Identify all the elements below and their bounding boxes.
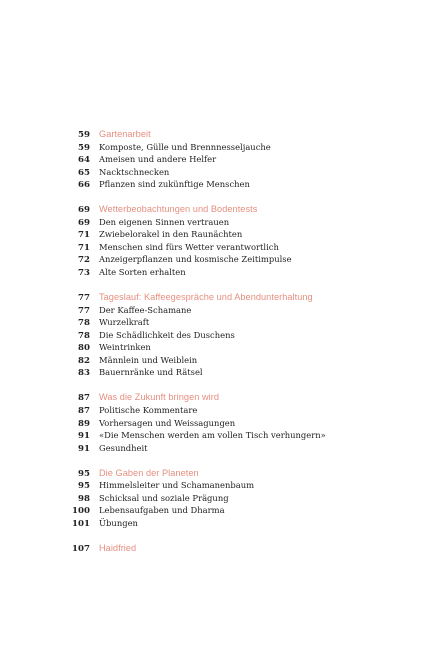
- entry-title: Alte Sorten erhalten: [99, 267, 186, 278]
- page-number: 59: [78, 130, 90, 140]
- entry-title: Wurzelkraft: [99, 317, 150, 328]
- page-number: 91: [78, 443, 90, 454]
- entry-title: Himmelsleiter und Schamanenbaum: [99, 480, 255, 491]
- page-number: 89: [78, 418, 90, 429]
- section-spacer: [60, 379, 420, 392]
- section-title: Gartenarbeit: [99, 129, 151, 139]
- page-number: 69: [78, 217, 90, 228]
- entry-title: Ameisen und andere Helfer: [99, 154, 217, 165]
- section-title: Haidfried: [99, 543, 137, 554]
- entry-title: Nacktschnecken: [99, 166, 170, 177]
- page-number: 71: [78, 230, 90, 241]
- toc-entry: [60, 316, 420, 329]
- section-spacer: [60, 454, 420, 467]
- toc-entry: [60, 442, 420, 455]
- toc-entry: [60, 304, 420, 317]
- toc-entry: [60, 216, 420, 229]
- toc-entry: [60, 417, 420, 430]
- entry-title: Politische Kommentare: [99, 405, 198, 416]
- page-number: 64: [78, 155, 90, 166]
- section-spacer: [60, 530, 420, 543]
- entry-title: Menschen sind fürs Wetter verantwortlich: [99, 241, 279, 252]
- toc-section-heading: [60, 467, 420, 480]
- entry-title: Der Kaffee-Schamane: [99, 304, 192, 315]
- toc-section-heading: [60, 291, 420, 304]
- toc-section-heading: [60, 128, 420, 141]
- section-spacer: [60, 279, 420, 292]
- entry-title: Komposte, Gülle und Brennnesseljauche: [99, 141, 271, 152]
- page-number: 87: [78, 406, 90, 417]
- entry-title: Pflanzen sind zukünftige Menschen: [99, 179, 250, 190]
- entry-title: Übungen: [99, 517, 138, 528]
- page-number: 65: [78, 167, 90, 178]
- toc-section-heading: [60, 203, 420, 216]
- toc-entry: [60, 178, 420, 191]
- page-number: 59: [78, 142, 90, 153]
- toc-entry: [60, 266, 420, 279]
- entry-title: Anzeigerpflanzen und kosmische Zeitimpulse: [99, 254, 292, 265]
- toc-entry: [60, 228, 420, 241]
- page-number: 83: [78, 368, 90, 379]
- toc-entry: [60, 404, 420, 417]
- entry-title: Vorhersagen und Weissagungen: [99, 417, 236, 428]
- toc-entry: [60, 153, 420, 166]
- page-number: 80: [78, 343, 90, 354]
- entry-title: Den eigenen Sinnen vertrauen: [99, 216, 230, 227]
- section-title: Die Gaben der Planeten: [99, 467, 199, 478]
- page-number: 73: [78, 268, 90, 279]
- toc-entry: [60, 479, 420, 492]
- section-title: Tageslauf: Kaffeegespräche und Abendunterhaltung: [99, 292, 313, 303]
- entry-title: Die Schädlichkeit des Duschens: [99, 329, 235, 340]
- page-number: 72: [78, 255, 90, 266]
- table-of-contents: [60, 128, 420, 555]
- toc-entry: [60, 429, 420, 442]
- toc-section-heading: [60, 391, 420, 404]
- entry-title: Schicksal und soziale Prägung: [99, 492, 229, 503]
- toc-entry: [60, 341, 420, 354]
- toc-entry: [60, 354, 420, 367]
- page-number: 77: [78, 293, 90, 304]
- page-number: 87: [78, 393, 90, 404]
- page-number: 82: [78, 355, 90, 366]
- page-number: 77: [78, 305, 90, 316]
- section-spacer: [60, 191, 420, 204]
- toc-entry: [60, 517, 420, 530]
- toc-entry: [60, 329, 420, 342]
- page-number: 95: [78, 468, 90, 479]
- page-number: 101: [72, 518, 90, 529]
- section-title: Was die Zukunft bringen wird: [99, 392, 220, 403]
- page-number: 95: [78, 481, 90, 492]
- section-title: Wetterbeobachtungen und Bodentests: [99, 204, 258, 215]
- toc-entry: [60, 166, 420, 179]
- entry-title: Männlein und Weiblein: [99, 354, 198, 365]
- page-number: 107: [72, 544, 90, 555]
- entry-title: Lebensaufgaben und Dharma: [99, 505, 225, 516]
- page-number: 78: [78, 330, 90, 341]
- toc-entry: [60, 141, 420, 154]
- page-number: 100: [72, 506, 90, 517]
- entry-title: Bauernränke und Rätsel: [99, 367, 203, 378]
- entry-title: Gesundheit: [99, 442, 148, 453]
- toc-section-heading: [60, 542, 420, 555]
- toc-entry: [60, 504, 420, 517]
- page-number: 69: [78, 205, 90, 216]
- entry-title: Weintrinken: [99, 342, 151, 353]
- toc-entry: [60, 241, 420, 254]
- entry-title: «Die Menschen werden am vollen Tisch verhungern»: [99, 430, 326, 441]
- toc-entry: [60, 366, 420, 379]
- page-number: 66: [78, 180, 90, 191]
- page-number: 91: [78, 431, 90, 442]
- page-number: 71: [78, 242, 90, 253]
- toc-entry: [60, 492, 420, 505]
- toc-entry: [60, 253, 420, 266]
- page-number: 98: [78, 493, 90, 504]
- page-number: 78: [78, 318, 90, 329]
- entry-title: Zwiebelorakel in den Raunächten: [99, 229, 243, 240]
